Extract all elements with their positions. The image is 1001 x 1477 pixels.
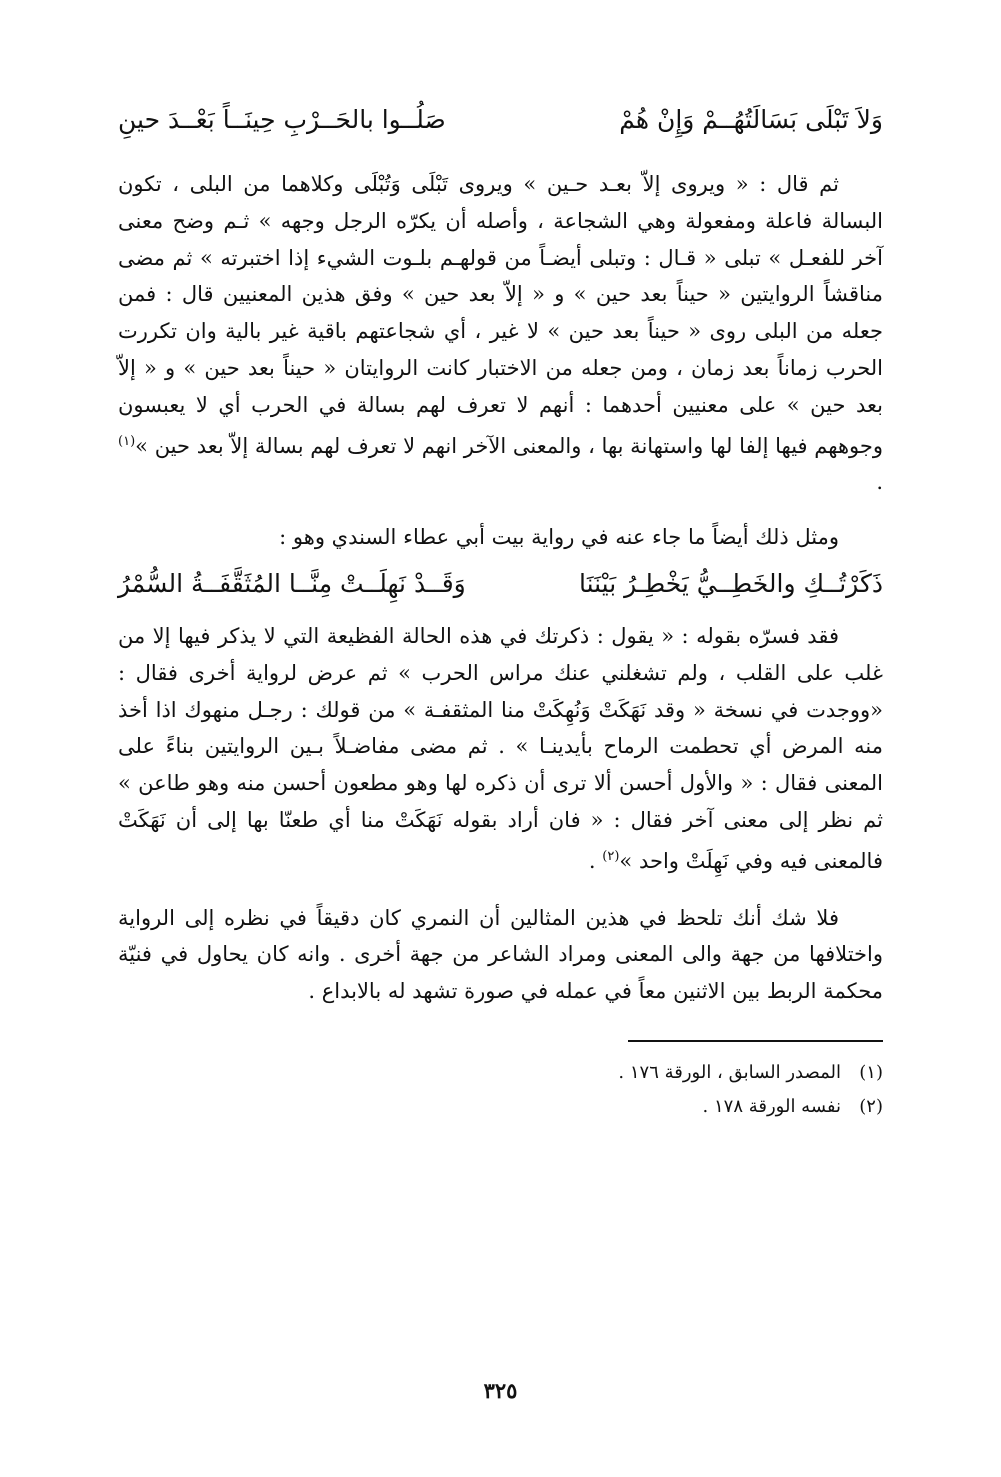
paragraph-1-end: . — [876, 470, 883, 495]
footnote-separator — [118, 1010, 883, 1042]
footnote-1-number: (١) — [859, 1061, 883, 1083]
poetry-verse-2 — [118, 564, 883, 608]
verse-1-first-hemistich: وَلاَ تَبْلَى بَسَالَتُهُــمْ وَإِنْ هُمْ — [619, 105, 883, 134]
paragraph-3-text: فقد فسرّه بقوله : « يقول : ذكرتك في هذه الحالة الفظيعة التي لا يذكر فيها إلا من غلب على القلب ، ولم تشغلني عنك مراس الحرب » ثم عرض لرواية أخرى فقال : «ووجدت في نسخة « وقد نَهَكَتْ وَنُهِكَتْ منا المثقفـة » من قولك : رجـل منهوك اذا أخذ منه المرض أي تحطمت الرماح بأيدينـا » . ثم مضى مفاضـلاً بـين الروايتين بناءً على المعنى فقال : « والأول أحسن ألا ترى أن ذكره لها وهو مطعون أحسن منه وهو طاعن » ثم نظر إلى معنى آخر فقال : « فان أراد بقوله نَهَكَتْ منا أي طعنّا بها إلى أن نَهَكَتْ فالمعنى فيه وفي نَهِلَتْ واحد » — [118, 623, 883, 873]
footnotes — [118, 1056, 883, 1124]
paragraph-3-end: . — [588, 848, 603, 873]
footnote-1 — [118, 1056, 883, 1090]
footnote-rule — [628, 1040, 883, 1042]
verse-1-second-hemistich: صَلُــوا بالحَــرْبِ حِينَــاً بَعْــدَ حينِ — [118, 105, 446, 134]
page-number: ٣٢٥ — [483, 1378, 518, 1403]
paragraph-4 — [118, 900, 883, 1010]
verse-2-first-hemistich: ذَكَرْتُــكِ والخَطِــيُّ يَخْطِـرُ بَيْنَنَا — [578, 568, 883, 598]
paragraph-2-text: ومثل ذلك أيضاً ما جاء عنه في رواية بيت أبي عطاء السندي وهو : — [279, 525, 839, 550]
footnote-2 — [118, 1090, 883, 1124]
paragraph-4-text: فلا شك أنك تلحظ في هذين المثالين أن النمري كان دقيقاً في نظره إلى الرواية واختلافها من جهة والى المعنى ومراد الشاعر من جهة أخرى . وانه كان يحاول في فنيّة محكمة الربط بين الاثنين معاً في عمله في صورة تشهد له بالابداع . — [118, 905, 883, 1004]
footnote-2-number: (٢) — [859, 1095, 883, 1117]
footnote-2-text: نفسه الورقة ١٧٨ . — [702, 1095, 841, 1117]
paragraph-3 — [118, 618, 883, 880]
footnote-ref-1: (١) — [118, 433, 136, 449]
footnote-ref-2: (٢) — [602, 848, 620, 864]
paragraph-2 — [118, 519, 883, 556]
footnote-1-text: المصدر السابق ، الورقة ١٧٦ . — [618, 1061, 841, 1083]
paragraph-1 — [118, 166, 883, 501]
poetry-verse-1 — [118, 100, 883, 144]
paragraph-1-text: ثم قال : « ويروى إلاّ بعـد حـين » ويروى تَبْلَى وَتُبْلَى وكلاهما من البلى ، تكون البسالة فاعلة ومفعولة وهي الشجاعة ، وأصله أن يكرّه الرجل وجهه » ثـم وضح معنى آخر للفعـل » تبلى « قـال : وتبلى أيضـاً من قولهـم بلـوت الشيء إذا اختبرته » ثم مضى مناقشاً الروايتين « حيناً بعد حين » و « إلاّ بعد حين » وفق هذين المعنيين قال : فمن جعله من البلى روى « حيناً بعد حين » لا غير ، أي شجاعتهم باقية غير بالية وان تكررت الحرب زماناً بعد زمان ، ومن جعله من الاختبار كانت الروايتان « حيناً بعد حين » و « إلاّ بعد حين » على معنيين أحدهما : أنهم لا تعرف لهم بسالة في الحرب أي لا يعبسون وجوههم فيها إلفا لها واستهانة بها ، والمعنى الآخر انهم لا تعرف لهم بسالة إلاّ بعد حين » — [118, 172, 883, 458]
verse-2-second-hemistich: وَقَــدْ نَهِلَــتْ مِنَّــا المُثَقَّفَــةُ السُّمْرُ — [118, 568, 466, 598]
